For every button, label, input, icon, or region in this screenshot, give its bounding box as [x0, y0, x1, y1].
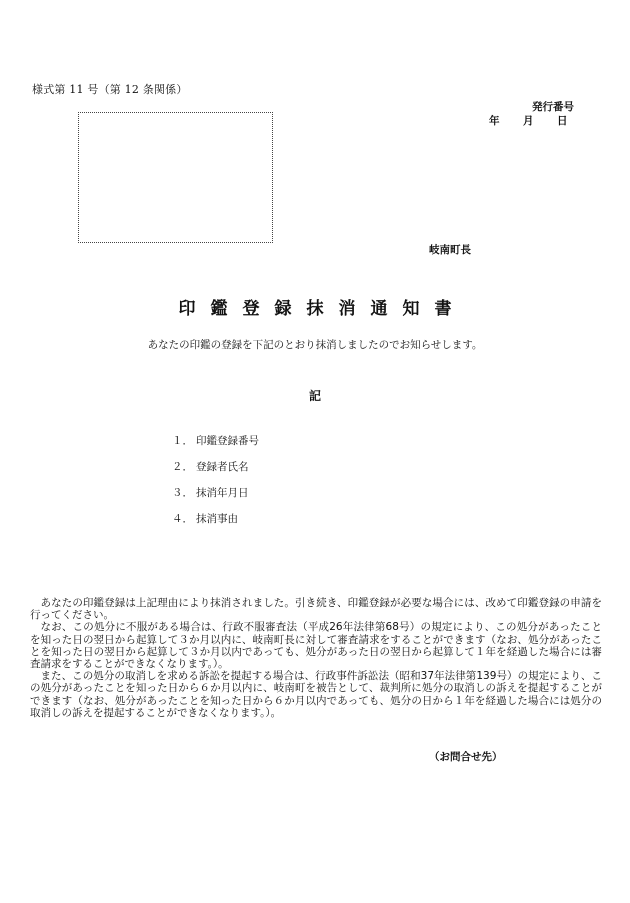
list-item [172, 433, 259, 459]
issuer-name: 岐南町長 [429, 244, 471, 256]
address-window [78, 112, 273, 243]
item-number: １． [172, 435, 193, 447]
issue-number-label: 発行番号 [532, 101, 574, 113]
item-number: ３． [172, 487, 193, 499]
item-list [172, 433, 259, 537]
notice-paragraph: あなたの印鑑登録は上記理由により抹消されました。引き続き、印鑑登録が必要な場合には、改めて印鑑登録の申請を行ってください。 [30, 597, 602, 622]
form-number: 様式第 11 号（第 12 条関係） [32, 83, 188, 96]
list-item [172, 485, 259, 511]
item-label: 印鑑登録番号 [196, 435, 259, 447]
item-label: 抹消事由 [196, 513, 238, 525]
issue-date [489, 113, 568, 128]
item-label: 抹消年月日 [196, 487, 249, 499]
date-year-label: 年 [489, 115, 500, 127]
date-day-label: 日 [557, 115, 568, 127]
lead-text: あなたの印鑑の登録を下記のとおり抹消しましたのでお知らせします。 [147, 339, 483, 351]
item-number: ４． [172, 513, 193, 525]
notice-section [30, 597, 602, 719]
contact-label: （お問合せ先） [429, 751, 503, 763]
notice-paragraph: なお、この処分に不服がある場合は、行政不服審査法（平成26年法律第68号）の規定により、この処分があったことを知った日の翌日から起算して３か月以内に、岐南町長に対して審査請求をすることができます（なお、処分があったことを知った日の翌日から起算して３か月以内であっても、処分があった日の翌日から起算して１年を経過した場合には審査請求をすることができなくなります。）。 [30, 621, 602, 671]
list-item [172, 511, 259, 537]
notice-paragraph: また、この処分の取消しを求める訴訟を提起する場合は、行政事件訴訟法（昭和37年法律第139号）の規定により、この処分があったことを知った日から６か月以内に、岐南町を被告として、裁判所に処分の取消しの訴えを提起することができます（なお、処分があったことを知った日から６か月以内であっても、処分の日から１年を経過した場合には処分の取消しの訴えを提起することができなくなります。）。 [30, 670, 602, 719]
list-item [172, 459, 259, 485]
item-number: ２． [172, 461, 193, 473]
item-label: 登録者氏名 [196, 461, 249, 473]
document-title: 印鑑登録抹消通知書 [178, 299, 467, 319]
date-month-label: 月 [523, 115, 534, 127]
ki-heading: 記 [308, 389, 321, 403]
